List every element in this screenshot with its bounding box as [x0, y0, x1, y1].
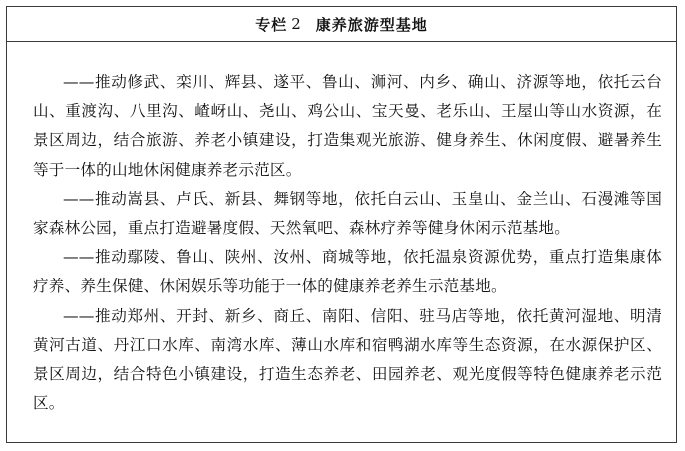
box-content	[7, 42, 676, 418]
box-title: 康养旅游型基地	[315, 15, 428, 34]
box-number: 2	[291, 15, 302, 33]
paragraph-mountain-areas: ——推动修武、栾川、辉县、遂平、鲁山、浉河、内乡、确山、济源等地，依托云台山、重渡沟、八里沟、嵖岈山、尧山、鸡公山、宝天曼、老乐山、王屋山等山水资源，在景区周边，结合旅游、养老小镇建设，打造集观光旅游、健身养生、休闲度假、避暑养生等于一体的山地休闲健康养老示范区。	[33, 73, 662, 179]
paragraph-water-resources: ——推动郑州、开封、新乡、商丘、南阳、信阳、驻马店等地，依托黄河湿地、明清黄河古道、丹江口水库、南湾水库、薄山水库和宿鸭湖水库等生态资源，在水源保护区、景区周边，结合特色小镇建设，打造生态养老、田园养老、观光度假等特色健康养老示范区。	[33, 306, 662, 413]
feature-box	[6, 6, 677, 443]
paragraph-forest-parks: ——推动嵩县、卢氏、新县、舞钢等地，依托白云山、玉皇山、金兰山、石漫滩等国家森林公园，重点打造避暑度假、天然氧吧、森林疗养等健身休闲示范基地。	[33, 189, 662, 238]
paragraph-hot-springs: ——推动鄢陵、鲁山、陕州、汝州、商城等地，依托温泉资源优势，重点打造集康体疗养、养生保健、休闲娱乐等功能于一体的健康养老养生示范基地。	[33, 248, 662, 296]
box-label: 专栏	[255, 15, 288, 34]
box-header	[7, 7, 676, 42]
